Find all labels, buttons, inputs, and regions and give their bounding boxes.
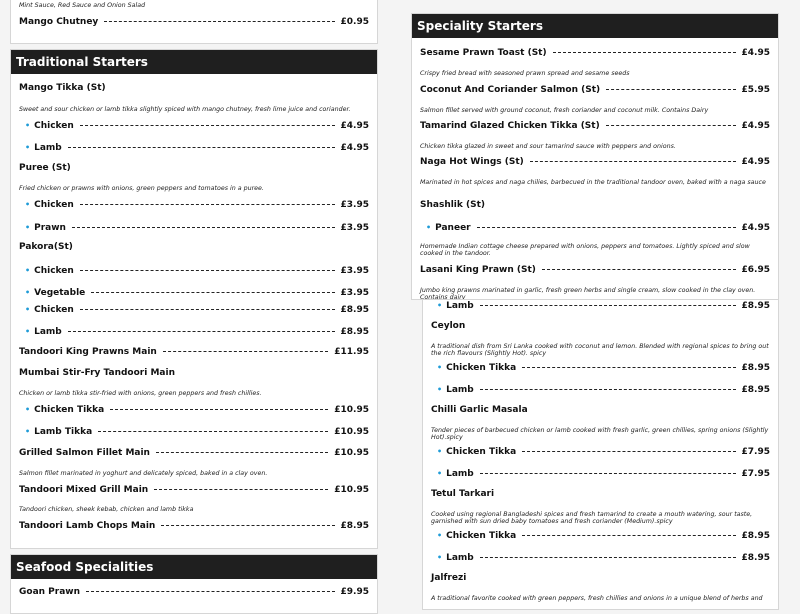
salmon-main-row: Grilled Salmon Fillet Main £10.95 xyxy=(19,448,369,458)
speciality-starters-header: Speciality Starters xyxy=(411,14,779,38)
puree-chicken-row: • Chicken £3.95 xyxy=(25,200,369,210)
mixed-grill-row: Tandoori Mixed Grill Main £10.95 xyxy=(19,485,369,495)
curries-panel xyxy=(422,300,779,610)
puree-prawn-row: • Prawn £3.95 xyxy=(25,223,369,233)
mango-tikka-lamb-row: • Lamb £4.95 xyxy=(25,143,369,153)
ceylon-lamb-row: • Lamb £8.95 xyxy=(437,385,770,395)
tamarind-desc: Chicken tikka glazed in sweet and sour tamarind sauce with peppers and onions. xyxy=(420,143,676,150)
traditional-starters-panel xyxy=(10,49,378,301)
tetul-lamb-row: • Lamb £8.95 xyxy=(437,553,770,563)
mango-tikka-desc: Sweet and sour chicken or lamb tikka slightly spiced with mango chutney, fresh lime juice and coriander. xyxy=(19,106,351,113)
chilli-garlic-desc: Tender pieces of barbecued chicken or lamb cooked with fresh garlic, green chillies, spring onions (Slightly Hot).spicy xyxy=(431,427,769,441)
tandoori-mains-panel xyxy=(10,300,378,549)
tetul-chicken-tikka-row: • Chicken Tikka £8.95 xyxy=(437,531,770,541)
lamb-main-row: • Lamb £8.95 xyxy=(25,327,369,337)
pakora-vegetable-row: • Vegetable £3.95 xyxy=(25,288,369,298)
sesame-desc: Crispy fried bread with seasoned prawn spread and sesame seeds xyxy=(420,70,630,77)
chilli-garlic-title: Chilli Garlic Masala xyxy=(431,405,528,415)
ceylon-chicken-tikka-row: • Chicken Tikka £8.95 xyxy=(437,363,770,373)
mango-tikka-title: Mango Tikka (St) xyxy=(19,83,106,93)
mumbai-desc: Chicken or lamb tikka stir-fried with onions, green peppers and fresh chillies. xyxy=(19,390,262,397)
lamb-chops-row: Tandoori Lamb Chops Main £8.95 xyxy=(19,521,369,531)
sesame-row: Sesame Prawn Toast (St) £4.95 xyxy=(420,48,770,58)
goan-prawn-row: Goan Prawn £9.95 xyxy=(19,587,369,597)
jalfrezi-title: Jalfrezi xyxy=(431,573,467,583)
salmon-desc: Salmon fillet marinated in yoghurt and delicately spiced, baked in a clay oven. xyxy=(19,470,268,477)
mango-tikka-chicken-row: • Chicken £4.95 xyxy=(25,121,369,131)
mango-chutney-row: Mango Chutney £0.95 xyxy=(19,17,369,27)
paneer-desc: Homemade Indian cottage cheese prepared with onions, peppers and tomatoes. Lightly spiced and slow cooked in the tandoor. xyxy=(420,243,750,257)
tetul-title: Tetul Tarkari xyxy=(431,489,495,499)
pakora-title: Pakora(St) xyxy=(19,242,73,252)
left-top-panel xyxy=(10,0,378,44)
traditional-starters-header: Traditional Starters xyxy=(10,50,378,74)
puree-desc: Fried chicken or prawns with onions, green peppers and tomatoes in a puree. xyxy=(19,185,264,192)
tamarind-row: Tamarind Glazed Chicken Tikka (St) £4.95 xyxy=(420,121,770,131)
seafood-panel xyxy=(10,554,378,614)
jalfrezi-desc: A traditional favorite cooked with green peppers, fresh chillies and onions in a unique blend of herbs and xyxy=(431,595,763,602)
mumbai-title: Mumbai Stir-Fry Tandoori Main xyxy=(19,368,175,378)
coconut-salmon-row: Coconut And Coriander Salmon (St) £5.95 xyxy=(420,85,770,95)
tetul-desc: Cooked using regional Bangladeshi spices and fresh tamarind to create a mouth watering, sour taste, garnished with sun dried baby tomatoes and fresh coriander (Medium).spicy xyxy=(431,511,753,525)
ceylon-desc: A traditional dish from Sri Lanka cooked with coconut and lemon. Blended with regional spices to bring out the rich flavours (Slightly Hot). spicy xyxy=(431,343,769,357)
lamb-top-row: • Lamb £8.95 xyxy=(437,301,770,311)
mumbai-lamb-tikka-row: • Lamb Tikka £10.95 xyxy=(25,427,369,437)
lasani-desc: Jumbo king prawns marinated in garlic, fresh green herbs and single cream, slow cooked in the clay oven. Contains dairy xyxy=(420,287,756,300)
chicken-main-row: • Chicken £8.95 xyxy=(25,305,369,315)
seafood-header: Seafood Specialities xyxy=(10,555,378,579)
coconut-desc: Salmon fillet served with ground coconut, fresh coriander and coconut milk. Contains Dairy xyxy=(420,107,709,114)
puree-title: Puree (St) xyxy=(19,163,71,173)
mixed-grill-desc: Tandoori chicken, sheek kebab, chicken and lamb tikka xyxy=(19,506,194,513)
chilli-lamb-row: • Lamb £7.95 xyxy=(437,469,770,479)
shashlik-title: Shashlik (St) xyxy=(420,200,486,210)
lasani-row: Lasani King Prawn (St) £6.95 xyxy=(420,265,770,275)
pakora-chicken-row: • Chicken £3.95 xyxy=(25,266,369,276)
mint-sauce-desc: Mint Sauce, Red Sauce and Onion Salad xyxy=(19,2,146,9)
chilli-chicken-tikka-row: • Chicken Tikka £7.95 xyxy=(437,447,770,457)
naga-wings-row: Naga Hot Wings (St) £4.95 xyxy=(420,157,770,167)
ceylon-title: Ceylon xyxy=(431,321,466,331)
speciality-starters-panel xyxy=(411,13,779,300)
paneer-row: • Paneer £4.95 xyxy=(426,223,770,233)
naga-desc: Marinated in hot spices and naga chilies, barbecued in the traditional tandoor oven, baked with a naga sauce xyxy=(420,179,766,186)
king-prawns-main-row: Tandoori King Prawns Main £11.95 xyxy=(19,347,369,357)
mumbai-chicken-tikka-row: • Chicken Tikka £10.95 xyxy=(25,405,369,415)
